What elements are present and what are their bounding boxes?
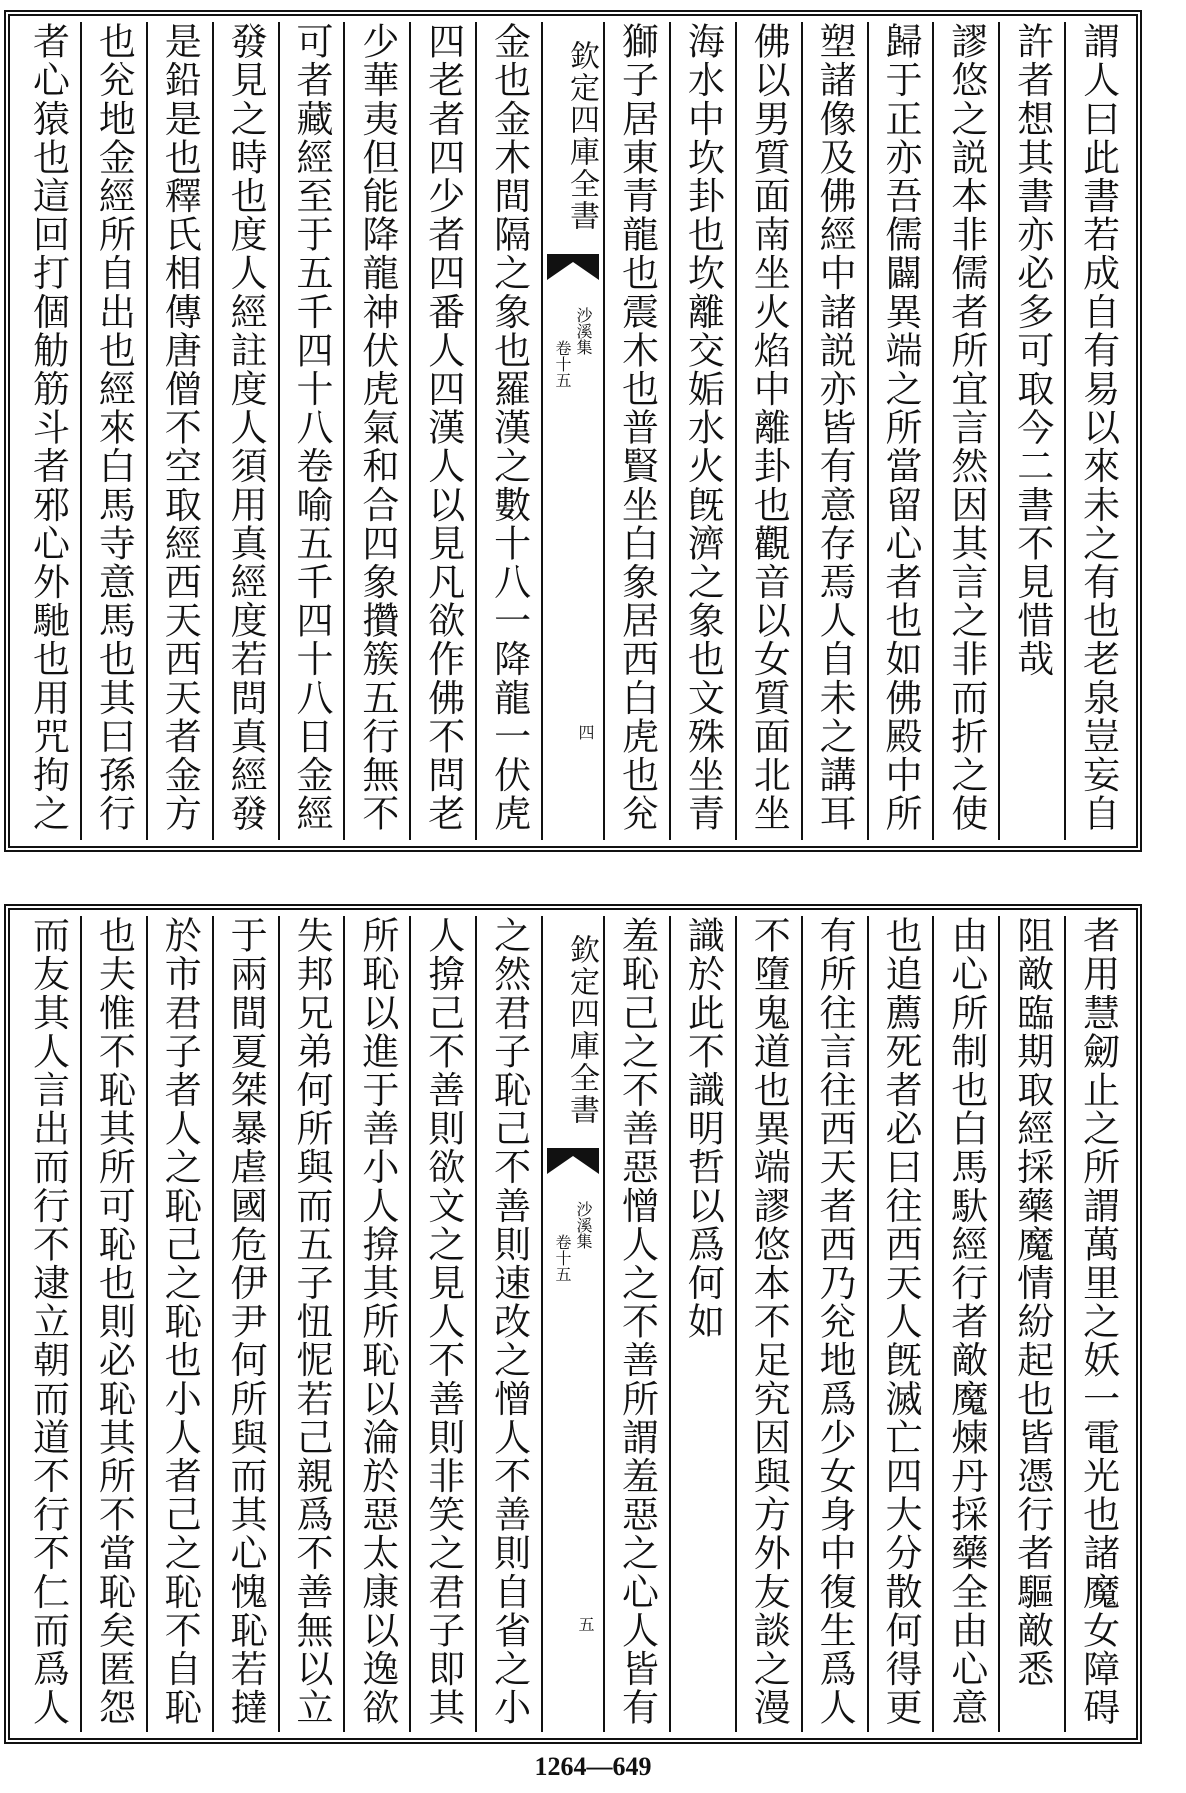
fish-tail-mark-icon xyxy=(547,1148,599,1174)
text-column: 有所往言往西天者西乃兊地爲少女身中復生爲人 xyxy=(801,916,867,1732)
text-column: 謂人曰此書若成自有易以來未之有也老泉豈妄自 xyxy=(1064,22,1130,840)
text-column: 不墮鬼道也異端謬悠本不足究因與方外友談之漫 xyxy=(735,916,801,1732)
text-column: 也夫惟不恥其所可恥也則必恥其所不當恥矣匿怨 xyxy=(80,916,146,1732)
text-column: 許者想其書亦必多可取今二書不見惜哉 xyxy=(998,22,1064,840)
top-columns xyxy=(16,22,1130,840)
text-column: 於市君子者人之恥己之恥也小人者己之恥不自恥 xyxy=(146,916,212,1732)
text-column: 佛以男質面南坐火焰中離卦也觀音以女質面北坐 xyxy=(735,22,801,840)
center-fold xyxy=(541,22,603,840)
catalog-number: 1264—649 xyxy=(534,1752,652,1781)
text-column: 失邦兄弟何所與而五子忸怩若己親爲不善無以立 xyxy=(278,916,344,1732)
page-number: 五 xyxy=(576,1616,595,1632)
text-column: 發見之時也度人經註度人須用真經度若問真經發 xyxy=(212,22,278,840)
bottom-columns xyxy=(16,916,1130,1732)
text-column: 歸于正亦吾儒闢異端之所當留心者也如佛殿中所 xyxy=(867,22,933,840)
text-column: 于兩間夏桀暴虐國危伊尹何所與而其心愧恥若撻 xyxy=(212,916,278,1732)
text-column: 金也金木間隔之象也羅漢之數十八一降龍一伏虎 xyxy=(475,22,541,840)
text-column: 少華夷但能降龍神伏虎氣和合四象攢簇五行無不 xyxy=(343,22,409,840)
text-column: 者用慧劒止之所謂萬里之妖一電光也諸魔女障碍 xyxy=(1064,916,1130,1732)
text-column: 是鉛是也釋氏相傳唐僧不空取經西天西天者金方 xyxy=(146,22,212,840)
text-column: 謬悠之説本非儒者所宜言然因其言之非而折之使 xyxy=(932,22,998,840)
text-column: 可者藏經至于五千四十八卷喻五千四十八日金經 xyxy=(278,22,344,840)
text-column: 識於此不識明哲以爲何如 xyxy=(669,916,735,1732)
text-column: 者心猿也這回打個觔筋斗者邪心外馳也用咒拘之 xyxy=(26,22,70,833)
text-column: 獅子居東青龍也震木也普賢坐白象居西白虎也兊 xyxy=(603,22,669,840)
page-number: 四 xyxy=(576,724,595,740)
collection-title: 欽定四庫全書 xyxy=(564,40,599,232)
text-column: 所恥以進于善小人揜其所恥以淪於惡太康以逸欲 xyxy=(343,916,409,1732)
fish-tail-mark-icon xyxy=(547,254,599,280)
volume-number: 卷十五 xyxy=(553,340,572,388)
text-column: 之然君子恥己不善則速改之憎人不善則自省之小 xyxy=(475,916,541,1732)
text-column: 阻敵臨期取經採藥魔情紛起也皆憑行者驅敵悉 xyxy=(998,916,1064,1732)
center-fold xyxy=(541,916,603,1732)
collection-title: 欽定四庫全書 xyxy=(564,934,599,1126)
text-column: 也追薦死者必曰往西天人旣滅亡四大分散何得更 xyxy=(867,916,933,1732)
book-title: 沙溪集 xyxy=(574,1201,593,1249)
text-column: 也兊地金經所自出也經來白馬寺意馬也其曰孫行 xyxy=(80,22,146,840)
text-column: 由心所制也白馬馱經行者敵魔煉丹採藥全由心意 xyxy=(932,916,998,1732)
text-column: 塑諸像及佛經中諸説亦皆有意存焉人自未之講耳 xyxy=(801,22,867,840)
text-column: 羞恥己之不善惡憎人之不善所謂羞惡之心人皆有 xyxy=(603,916,669,1732)
text-column: 人揜己不善則欲文之見人不善則非笑之君子即其 xyxy=(409,916,475,1732)
text-column: 而友其人言出而行不逮立朝而道不行不仁而爲人 xyxy=(26,916,70,1727)
top-page xyxy=(4,10,1142,852)
text-column: 海水中坎卦也坎離交姤水火旣濟之象也文殊坐青 xyxy=(669,22,735,840)
volume-number: 卷十五 xyxy=(553,1234,572,1282)
bottom-page xyxy=(4,904,1142,1744)
book-title: 沙溪集 xyxy=(574,307,593,355)
text-column: 四老者四少者四番人四漢人以見凡欲作佛不問老 xyxy=(409,22,475,840)
